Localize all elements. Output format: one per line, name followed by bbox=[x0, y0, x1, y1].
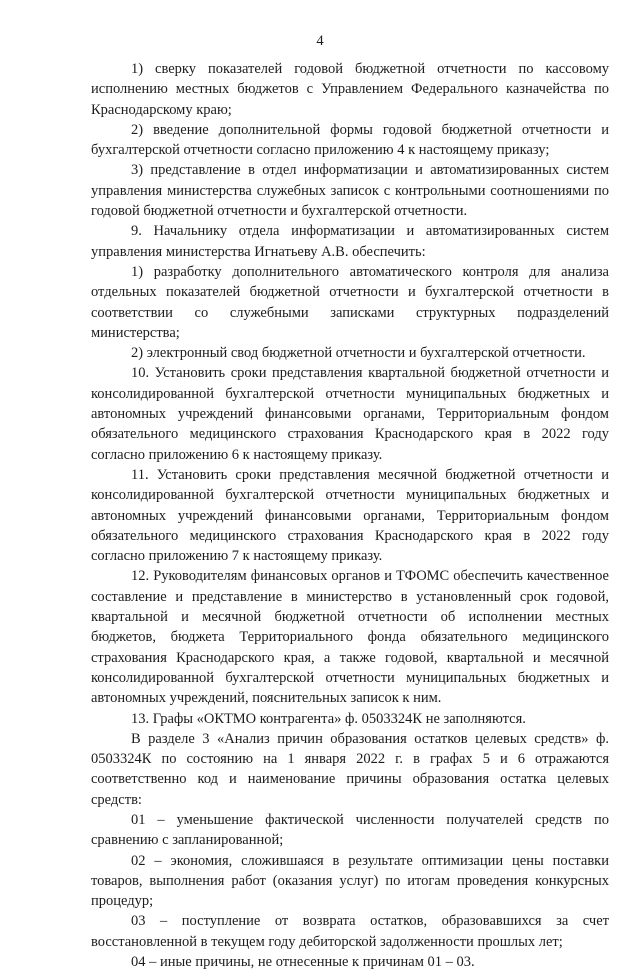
paragraph-clause-11: 11. Установить сроки представления месячной бюджетной отчетности и консолидированной бухгалтерской отчетности муниципальных бюджетных и автономных учреждений финансовыми органами, Территориальным фондом обязательного медицинского страхования Краснодарского края в 2022 году согласно приложению 7 к настоящему приказу. bbox=[91, 466, 609, 565]
paragraph-clause-12: 12. Руководителям финансовых органов и ТФОМС обеспечить качественное составление и представление в министерство в установленный срок годовой, квартальной и месячной бюджетной отчетности об исполнении местных бюджетов, бюджета Территориального фонда обязательного медицинского страхования Краснодарского края, а также годовой, квартальной и месячной консолидированной бухгалтерской отчетности муниципальных бюджетных и автономных учреждений, пояснительных записок к ним. bbox=[91, 568, 609, 707]
paragraph-clause-9: 9. Начальнику отдела информатизации и автоматизированных систем управления министерства Игнатьеву А.В. обеспечить: bbox=[91, 223, 609, 260]
reason-code-04: 04 – иные причины, не отнесенные к причинам 01 – 03. bbox=[131, 954, 475, 971]
document-body bbox=[91, 59, 609, 972]
paragraph-clause-9-item-1: 1) разработку дополнительного автоматического контроля для анализа отдельных показателей бюджетной отчетности и бухгалтерской отчетности в соответствии со служебными записками структурных подразделений министерства; bbox=[91, 263, 609, 341]
paragraph-item-2: 2) введение дополнительной формы годовой бюджетной отчетности и бухгалтерской отчетности согласно приложению 4 к настоящему приказу; bbox=[91, 121, 609, 159]
page-number: 4 bbox=[316, 33, 324, 49]
reason-code-03: 03 – поступление от возврата остатков, образовавшихся за счет восстановленной в текущем году дебиторской задолженности прошлых лет; bbox=[91, 913, 609, 950]
paragraph-clause-10: 10. Установить сроки представления квартальной бюджетной отчетности и консолидированной бухгалтерской отчетности муниципальных бюджетных и автономных учреждений финансовыми органами, Территориальным фондом обязательного медицинского страхования Краснодарского края в 2022 году согласно приложению 6 к настоящему приказу. bbox=[91, 365, 609, 463]
paragraph-section-3: В разделе 3 «Анализ причин образования остатков целевых средств» ф. 0503324К по состоянию на 1 января 2022 г. в графах 5 и 6 отражаются соответственно код и наименование причины образования остатка целевых средств: bbox=[91, 730, 609, 808]
reason-code-02: 02 – экономия, сложившаяся в результате оптимизации цены поставки товаров, выполнения работ (оказания услуг) по итогам проведения конкурсных процедур; bbox=[91, 852, 609, 910]
paragraph-clause-9-item-2: 2) электронный свод бюджетной отчетности и бухгалтерской отчетности. bbox=[131, 345, 586, 362]
paragraph-item-1: 1) сверку показателей годовой бюджетной отчетности по кассовому исполнению местных бюджетов с Управлением Федерального казначейства по Краснодарскому краю; bbox=[91, 61, 609, 118]
reason-code-01: 01 – уменьшение фактической численности получателей средств по сравнению с запланированной; bbox=[91, 811, 609, 849]
paragraph-item-3: 3) представление в отдел информатизации и автоматизированных систем управления министерства служебных записок с контрольными соотношениями по годовой бюджетной отчетности и бухгалтерской отчетности. bbox=[91, 162, 609, 220]
paragraph-clause-13: 13. Графы «ОКТМО контрагента» ф. 0503324К не заполняются. bbox=[131, 710, 526, 727]
